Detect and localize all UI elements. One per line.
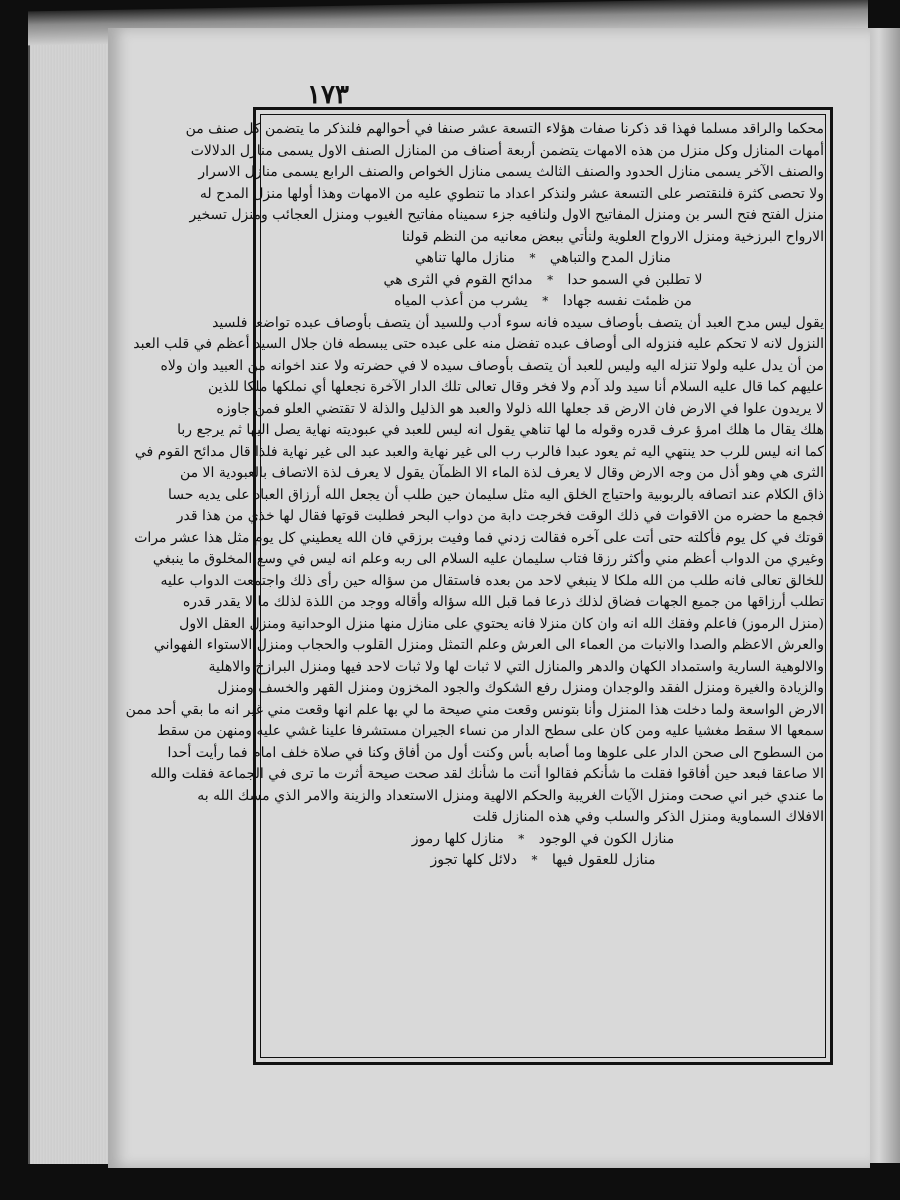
verse-line <box>262 291 824 313</box>
text-line: قوتك في كل يوم فأكلته حتى أتت على آخره فقالت زدني فما وفيت برزقي فان الله يعطيني كل يوم مثل هذا عشر مرات <box>134 529 824 546</box>
verse-hemistich-right: منازل الكون في الوجود <box>538 830 675 847</box>
verse-separator: * <box>518 831 525 846</box>
verse-separator: * <box>547 272 554 287</box>
verse-line <box>262 850 824 872</box>
text-line: تطلب أرزاقها من جميع الجهات فضاق لذلك ذرعا فما قبل الله سؤاله وأقاله ووجد من اللذة لذلك ما لا يقدر قدره <box>182 594 824 610</box>
text-line: كما انه ليس للرب حد ينتهي اليه ثم يعود عبدا فالرب رب الى غير نهاية والعبد عبد الى غير نهاية فلذا قال مدائح القوم في <box>134 443 824 460</box>
text-line: ذاق الكلام عند اتصافه بالربوبية واحتياج الخلق اليه مثل سليمان حين طلب أن يجعل الله أرزاق العباد على يديه حسا <box>167 486 824 503</box>
verse-hemistich-right: منازل للعقول فيها <box>551 852 656 868</box>
text-line: النزول لانه لا تحكم عليه فنزوله الى أوصاف عبده تفضل منه على عبده حتى يبسطه فان جلال السيد أعظم في قلب العبد <box>133 336 824 352</box>
facing-page-edge <box>865 28 900 1163</box>
verse-hemistich-right: منازل المدح والتباهي <box>549 250 672 266</box>
verse-hemistich-left: مدائح القوم في الثرى هي <box>383 271 533 288</box>
text-line: لا يريدون علوا في الارض فان الارض قد جعلها الله ذلولا والعبد هو الذليل والذلة لا تقتضي العلو فمن جاوزه <box>216 400 824 417</box>
page-number: ١٧٣ <box>307 80 349 110</box>
text-line: والصنف الآخر يسمى منازل الحدود والصنف الثالث يسمى منازل الخواص والصنف الرابع يسمى منازل الاسرار <box>198 164 824 180</box>
verse-hemistich-left: منازل كلها رموز <box>411 830 504 847</box>
arabic-text-block <box>125 119 824 1057</box>
text-line: وغيري من الدواب أعظم مني وأكثر رزقا فتاب سليمان عليه السلام الى ربه وعلم انه ليس في وسع المخلوق ما ينبغي <box>152 551 824 567</box>
text-line: أمهات المنازل وكل منزل من هذه الامهات يتضمن أربعة أصناف من المنازل الصنف الاول يسمى منازل الدلالات <box>190 142 824 159</box>
text-line: الثرى هي وهو أذل من وجه الارض وقال لا يعرف لذة الماء الا الظمآن يقول لا يعرف لذة الاتصاف بالعبودية الا من <box>179 465 824 481</box>
text-line: والزيادة والغيرة ومنزل الفقد والوجدان ومنزل رفع الشكوك والجود المخزون ومنزل القهر والخسف ومنزل <box>217 680 824 696</box>
verse-line <box>262 829 824 851</box>
text-line: من السطوح الى صحن الدار على علوها وما أصابه بأس وكنت أول من أفاق وكنا في صلاة خلف امام فما رأيت أحدا <box>167 744 824 761</box>
verse-separator: * <box>531 853 538 867</box>
text-line: فجمع ما حضره من الاقوات في ذلك الوقت فخرجت دابة من دواب البحر فطلبت قوتها فقال لها خذي من هذا قدر <box>176 508 824 524</box>
verse-separator: * <box>529 251 536 265</box>
verse-hemistich-right: لا تطلبن في السمو حدا <box>567 271 703 288</box>
text-line: ولا تحصى كثرة فلنقتصر على التسعة عشر ولنذكر اعداد ما تنطوي عليه من الامهات وهذا أولها منزل المدح له <box>199 185 824 202</box>
text-line: ما عندي خبر اني صحت ومنزل الآيات الغريبة والحكم الالهية ومنزل الاستعداد والزينة والامر الذي مسك الله به <box>197 787 824 804</box>
verse-separator: * <box>542 294 549 308</box>
verse-hemistich-right: من ظمئت نفسه جهادا <box>562 293 692 309</box>
text-line: والالوهية السارية واستمداد الكهان والدهر والمنازل التي لا ثبات لها ولا ثبات لاحد فيها ومنزل البرازخ والاهلية <box>208 658 824 675</box>
verse-hemistich-left: دلائل كلها تجوز <box>430 852 518 868</box>
text-line: للخالق تعالى فانه طلب من الله ملكا لا ينبغي لاحد من بعده فاستقال من سؤاله حين رأى ذلك واجتمعت الدواب عليه <box>160 572 824 589</box>
text-line: الارواح البرزخية ومنزل الارواح العلوية ولنأتي ببعض معانيه من النظم قولنا <box>401 228 824 245</box>
text-line: هلك يقال ما هلك امرؤ عرف قدره وقوله ما لها تناهي يقول انه ليس للعبد في عبوديته نهاية يصل اليها ثم يرجع ربا <box>177 422 824 438</box>
text-line: يقول ليس مدح العبد أن يتصف بأوصاف سيده فانه سوء أدب وللسيد أن يتصف بأوصاف عبده تواضعا فلسيد <box>212 314 824 331</box>
text-line: الافلاك السماوية ومنزل الذكر والسلب وفي هذه المنازل قلت <box>472 809 824 825</box>
text-line: والعرش الاعظم والصدا والانبات من العماء الى العرش وعلم التمثل ومنزل القلوب والحجاب ومنزل الاستواء الفهواني <box>153 637 824 653</box>
verse-line <box>262 248 824 270</box>
text-line: محكما والراقد مسلما فهذا قد ذكرنا صفات هؤلاء التسعة عشر صنفا في أحوالهم فلنذكر ما يتضمن كل صنف من <box>185 121 824 137</box>
text-line: سمعها الا سقط مغشيا عليه ومن كان على سطح الدار من نساء الجيران مستشرفا علينا غشي عليه ومنهن من سقط <box>157 723 824 739</box>
verse-line <box>262 270 824 292</box>
verse-hemistich-left: منازل مالها تناهي <box>414 250 515 266</box>
text-line: من أن يدل عليه ولولا تنزله اليه وليس للعبد أن يتصف بأوصاف سيده لا في حضرته ولا عند اخوانه من العبيد وان ولاه <box>160 357 824 374</box>
text-line: منزل الفتح فتح السر بن ومنزل المفاتيح الاول ولنافيه جزء سميناه مفاتيح الغيوب ومنزل العجائب ومنزل تسخير <box>189 207 824 223</box>
text-line: الارض الواسعة ولما دخلت هذا المنزل وأنا بتونس وقعت مني صيحة ما لي بها علم انها وقعت مني غير انه ما بقي أحد ممن <box>125 701 824 718</box>
verse-hemistich-left: يشرب من أعذب المياه <box>394 293 528 309</box>
text-line: عليهم كما قال عليه السلام أنا سيد ولد آدم ولا فخر وقال تعالى تلك الدار الآخرة نجعلها أي نملكها ملكا للذين <box>208 379 824 395</box>
text-line: الا صاعقا فبعد حين أفاقوا فقلت ما شأنكم فقالوا أنت ما شأنك لقد صحت صيحة أثرت ما ترى في الجماعة فقلت والله <box>150 766 824 782</box>
text-line: (منزل الرموز) فاعلم وفقك الله انه وان كان منزلا فانه يحتوي على منازل منها منزل الوحدانية ومنزل العقل الاول <box>179 615 824 632</box>
